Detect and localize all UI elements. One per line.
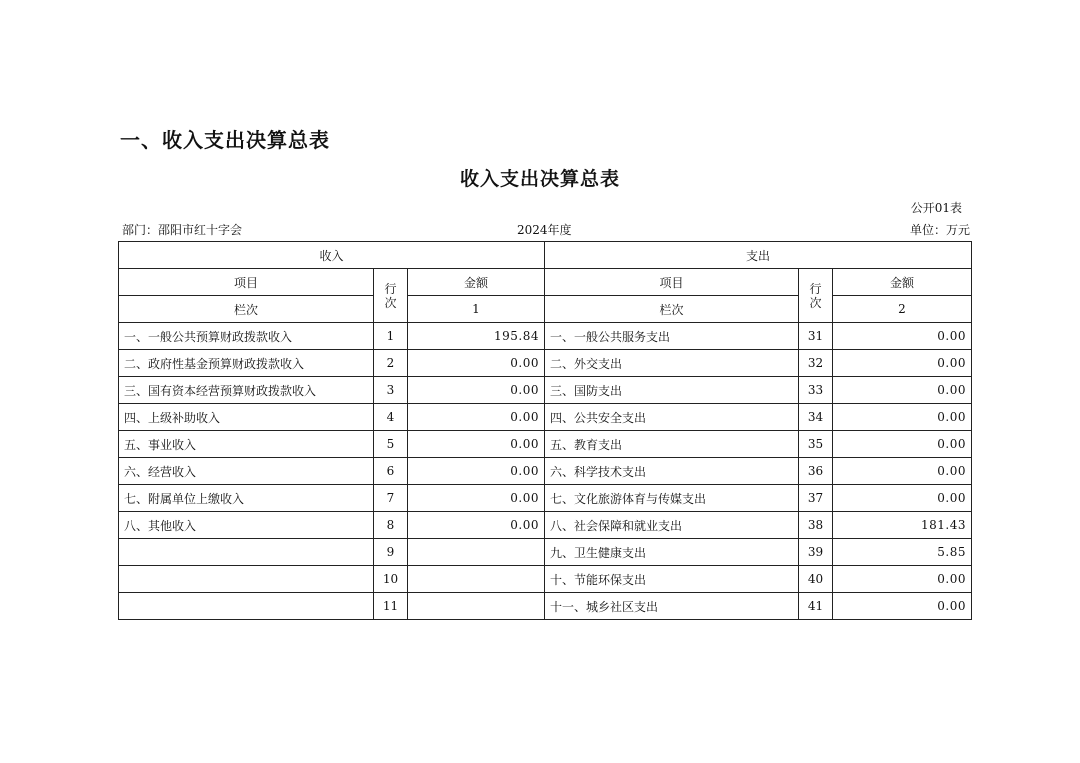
expense-item-cell: 五、教育支出 — [545, 431, 799, 458]
income-amount-cell: 0.00 — [408, 350, 545, 377]
table-title: 收入支出决算总表 — [459, 168, 620, 190]
income-row-number: 10 — [374, 566, 408, 593]
table-row — [119, 431, 972, 458]
row-no-char-1: 行 — [809, 281, 822, 296]
income-row-number: 9 — [374, 539, 408, 566]
table-row — [119, 593, 972, 620]
expense-column-label: 栏次 — [545, 296, 799, 323]
expense-row-number: 41 — [799, 593, 833, 620]
income-row-number: 8 — [374, 512, 408, 539]
income-item-cell: 七、附属单位上缴收入 — [119, 485, 374, 512]
table-row — [119, 485, 972, 512]
expense-row-no-header — [799, 269, 833, 323]
expense-item-cell: 十一、城乡社区支出 — [545, 593, 799, 620]
expense-row-number: 35 — [799, 431, 833, 458]
table-row — [119, 350, 972, 377]
budget-table — [118, 241, 972, 620]
income-item-cell: 五、事业收入 — [119, 431, 374, 458]
income-row-number: 1 — [374, 323, 408, 350]
income-item-cell: 六、经营收入 — [119, 458, 374, 485]
expense-header: 支出 — [545, 242, 972, 269]
income-row-number: 3 — [374, 377, 408, 404]
income-amount-cell: 195.84 — [408, 323, 545, 350]
expense-item-cell: 九、卫生健康支出 — [545, 539, 799, 566]
expense-item-cell: 八、社会保障和就业支出 — [545, 512, 799, 539]
expense-amount-cell: 0.00 — [833, 404, 972, 431]
expense-item-cell: 二、外交支出 — [545, 350, 799, 377]
expense-amount-cell: 0.00 — [833, 377, 972, 404]
table-row — [119, 458, 972, 485]
income-amount-cell: 0.00 — [408, 404, 545, 431]
expense-row-number: 38 — [799, 512, 833, 539]
form-number: 公开01表 — [910, 201, 962, 215]
table-row — [119, 377, 972, 404]
income-row-number: 5 — [374, 431, 408, 458]
income-amount-cell: 0.00 — [408, 512, 545, 539]
expense-row-number: 31 — [799, 323, 833, 350]
table-row — [119, 566, 972, 593]
income-row-number: 11 — [374, 593, 408, 620]
expense-amount-cell: 0.00 — [833, 566, 972, 593]
row-no-char-2: 次 — [384, 295, 397, 310]
income-item-cell: 八、其他收入 — [119, 512, 374, 539]
income-amount-header: 金额 — [408, 269, 545, 296]
expense-item-cell: 四、公共安全支出 — [545, 404, 799, 431]
expense-row-number: 34 — [799, 404, 833, 431]
income-amount-cell — [408, 566, 545, 593]
income-item-cell: 一、一般公共预算财政拨款收入 — [119, 323, 374, 350]
section-title: 一、收入支出决算总表 — [120, 128, 330, 152]
table-row — [119, 404, 972, 431]
header-row-columns — [119, 269, 972, 296]
income-row-no-header — [374, 269, 408, 323]
expense-row-number: 36 — [799, 458, 833, 485]
income-header: 收入 — [119, 242, 545, 269]
income-row-number: 7 — [374, 485, 408, 512]
expense-amount-cell: 0.00 — [833, 350, 972, 377]
income-amount-cell — [408, 593, 545, 620]
expense-column-number: 2 — [833, 296, 972, 323]
income-amount-cell: 0.00 — [408, 377, 545, 404]
income-row-number: 4 — [374, 404, 408, 431]
income-amount-cell: 0.00 — [408, 458, 545, 485]
expense-item-cell: 一、一般公共服务支出 — [545, 323, 799, 350]
expense-row-number: 40 — [799, 566, 833, 593]
expense-amount-cell: 181.43 — [833, 512, 972, 539]
expense-amount-cell: 0.00 — [833, 323, 972, 350]
income-item-cell: 二、政府性基金预算财政拨款收入 — [119, 350, 374, 377]
fiscal-year: 2024年度 — [517, 223, 572, 237]
income-row-number: 2 — [374, 350, 408, 377]
income-item-cell: 三、国有资本经营预算财政拨款收入 — [119, 377, 374, 404]
expense-amount-cell: 5.85 — [833, 539, 972, 566]
expense-amount-cell: 0.00 — [833, 485, 972, 512]
header-row-column-numbers — [119, 296, 972, 323]
income-item-cell — [119, 539, 374, 566]
expense-item-cell: 三、国防支出 — [545, 377, 799, 404]
expense-item-header: 项目 — [545, 269, 799, 296]
unit-label: 单位：万元 — [909, 223, 970, 237]
income-item-cell: 四、上级补助收入 — [119, 404, 374, 431]
table-row — [119, 539, 972, 566]
income-amount-cell: 0.00 — [408, 431, 545, 458]
table-row — [119, 323, 972, 350]
expense-row-number: 33 — [799, 377, 833, 404]
header-row-sections — [119, 242, 972, 269]
expense-item-cell: 七、文化旅游体育与传媒支出 — [545, 485, 799, 512]
expense-row-number: 32 — [799, 350, 833, 377]
expense-row-number: 39 — [799, 539, 833, 566]
expense-amount-cell: 0.00 — [833, 458, 972, 485]
row-no-char-1: 行 — [384, 281, 397, 296]
income-item-header: 项目 — [119, 269, 374, 296]
income-row-number: 6 — [374, 458, 408, 485]
income-item-cell — [119, 566, 374, 593]
expense-item-cell: 六、科学技术支出 — [545, 458, 799, 485]
income-column-number: 1 — [408, 296, 545, 323]
row-no-char-2: 次 — [809, 295, 822, 310]
income-item-cell — [119, 593, 374, 620]
income-column-label: 栏次 — [119, 296, 374, 323]
table-row — [119, 512, 972, 539]
expense-row-number: 37 — [799, 485, 833, 512]
expense-amount-header: 金额 — [833, 269, 972, 296]
department-label: 部门：邵阳市红十字会 — [122, 223, 243, 237]
expense-amount-cell: 0.00 — [833, 593, 972, 620]
expense-amount-cell: 0.00 — [833, 431, 972, 458]
income-amount-cell: 0.00 — [408, 485, 545, 512]
income-amount-cell — [408, 539, 545, 566]
expense-item-cell: 十、节能环保支出 — [545, 566, 799, 593]
